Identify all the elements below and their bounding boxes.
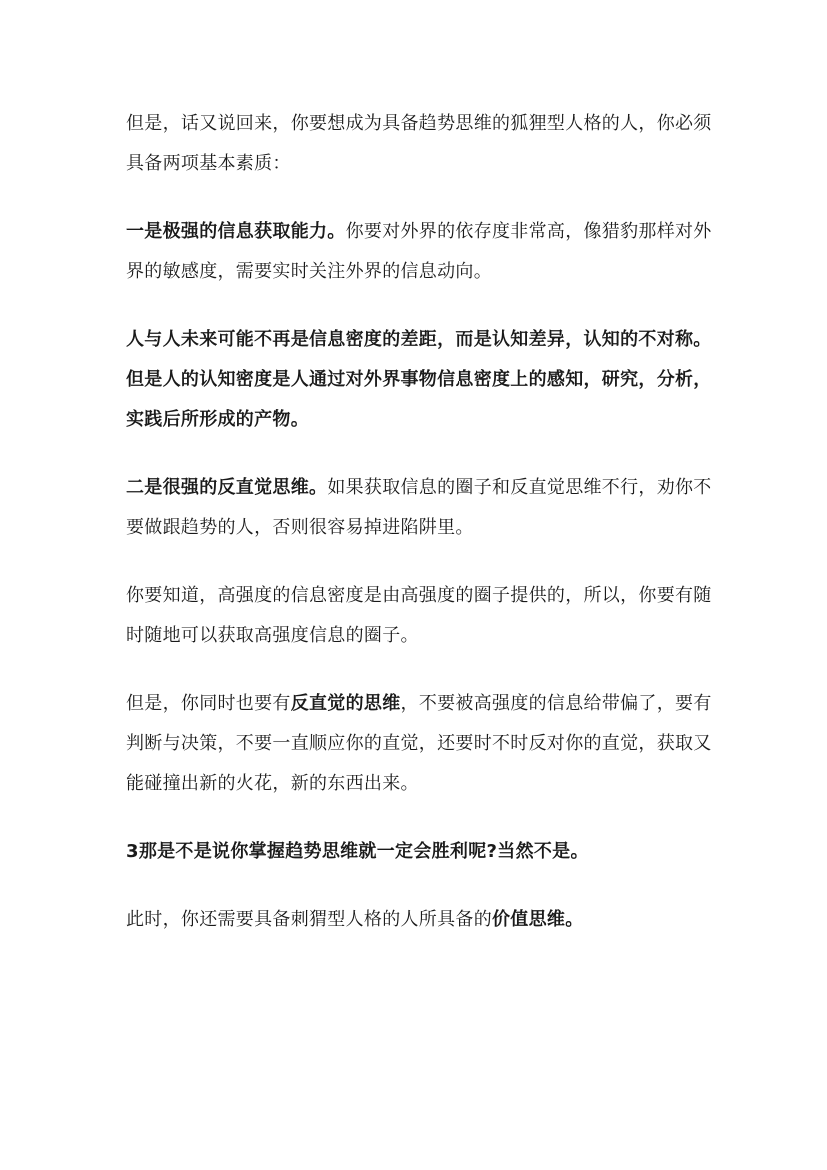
- bold-inline-segment: 反直觉的思维: [290, 693, 401, 714]
- bold-heading-segment: 二是很强的反直觉思维。: [126, 477, 328, 498]
- paragraph-cognition: [126, 320, 716, 440]
- bold-heading-segment: 一是极强的信息获取能力。: [126, 221, 346, 242]
- paragraph-question: [126, 832, 716, 872]
- text-segment: 你要知道，高强度的信息密度是由高强度的圈子提供的，所以，你要有随时随地可以获取高强度信息的圈子。: [126, 585, 712, 646]
- document-body: [126, 104, 716, 968]
- text-segment: 如果获取信息的圈子和反直觉思维不行，劝你不要做跟趋势的人，否则很容易掉进陷阱里。: [126, 477, 712, 538]
- bold-inline-segment: 价值思维。: [492, 909, 584, 930]
- text-segment: 你要对外界的依存度非常高，像猎豹那样对外界的敏感度，需要实时关注外界的信息动向。: [126, 221, 712, 282]
- text-segment: ，不要被高强度的信息给带偏了，要有判断与决策，不要一直顺应你的直觉，还要时不时反对你的直觉，获取又能碰撞出新的火花，新的东西出来。: [126, 693, 712, 794]
- bold-text-segment: 人与人未来可能不再是信息密度的差距，而是认知差异，认知的不对称。但是人的认知密度是人通过对外界事物信息密度上的感知，研究，分析，实践后所形成的产物。: [126, 329, 712, 430]
- paragraph-intro: [126, 104, 716, 184]
- text-segment: 此时，你还需要具备刺猬型人格的人所具备的: [126, 909, 492, 930]
- paragraph-point-one: [126, 212, 716, 292]
- paragraph-value-thinking: [126, 900, 716, 940]
- bold-text-segment: 3那是不是说你掌握趋势思维就一定会胜利呢?当然不是。: [126, 841, 589, 862]
- text-segment: 但是，你同时也要有: [126, 693, 291, 714]
- text-segment: 但是，话又说回来，你要想成为具备趋势思维的狐狸型人格的人，你必须具备两项基本素质：: [126, 113, 712, 174]
- paragraph-point-two: [126, 468, 716, 548]
- paragraph-circle: [126, 576, 716, 656]
- paragraph-counter-intuition: [126, 684, 716, 804]
